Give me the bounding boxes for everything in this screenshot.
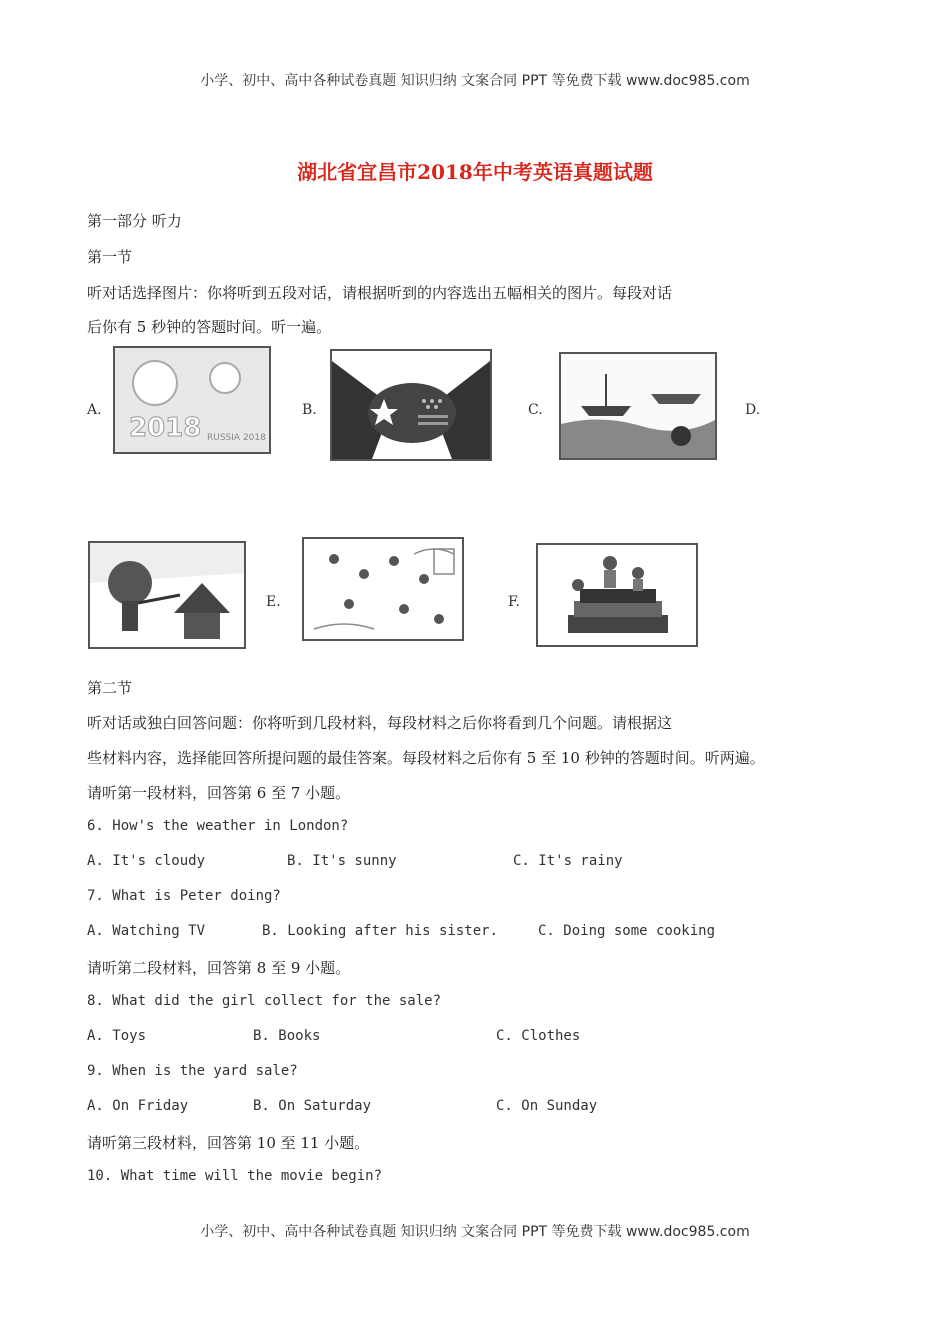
picture-label-d: D. (745, 402, 761, 418)
picture-label-b: B. (302, 402, 317, 418)
q8-option-c: C. Clothes (496, 1028, 581, 1044)
q6-option-a: A. It's cloudy (87, 853, 206, 869)
section2-instruction-1: 听对话或独白回答问题：你将听到几段材料，每段材料之后你将看到几个问题。请根据这 (87, 714, 673, 732)
question-8: 8. What did the girl collect for the sale? (87, 993, 442, 1009)
question-7: 7. What is Peter doing? (87, 888, 281, 904)
page-header: 小学、初中、高中各种试卷真题 知识归纳 文案合同 PPT 等免费下载 www.doc985.com (200, 73, 750, 89)
q9-option-c: C. On Sunday (496, 1098, 598, 1114)
section2-instruction-2: 些材料内容，选择能回答所提问题的最佳答案。每段材料之后你有 5 至 10 秒钟的答题时间。听两遍。 (87, 749, 765, 767)
section1-instruction-2: 后你有 5 秒钟的答题时间。听一遍。 (87, 318, 332, 336)
page-title: 湖北省宜昌市2018年中考英语真题试题 (297, 160, 653, 184)
q9-option-a: A. On Friday (87, 1098, 189, 1114)
picture-label-e: E. (266, 594, 281, 610)
picture-a-year: 2018 (129, 413, 202, 443)
q8-option-a: A. Toys (87, 1028, 147, 1044)
picture-label-a: A. (87, 402, 102, 418)
q9-option-b: B. On Saturday (253, 1098, 372, 1114)
q8-option-b: B. Books (253, 1028, 321, 1044)
q7-option-c: C. Doing some cooking (538, 923, 716, 939)
picture-d-running (88, 541, 246, 649)
picture-label-f: F. (508, 594, 520, 610)
section2-heading: 第二节 (87, 679, 133, 697)
question-6: 6. How's the weather in London? (87, 818, 349, 834)
material-3-instruction: 请听第三段材料，回答第 10 至 11 小题。 (87, 1134, 370, 1152)
q7-option-a: A. Watching TV (87, 923, 206, 939)
page-footer: 小学、初中、高中各种试卷真题 知识归纳 文案合同 PPT 等免费下载 www.doc985.com (200, 1224, 750, 1240)
question-10: 10. What time will the movie begin? (87, 1168, 383, 1184)
q6-option-b: B. It's sunny (287, 853, 397, 869)
question-9: 9. When is the yard sale? (87, 1063, 298, 1079)
picture-b-handshake-flags (330, 349, 492, 461)
picture-label-c: C. (528, 402, 543, 418)
part-heading: 第一部分 听力 (87, 212, 182, 230)
section1-heading: 第一节 (87, 248, 133, 266)
q7-option-b: B. Looking after his sister. (262, 923, 499, 939)
picture-e-playground (302, 537, 464, 641)
picture-c-boats (559, 352, 717, 460)
material-1-instruction: 请听第一段材料，回答第 6 至 7 小题。 (87, 784, 351, 802)
picture-f-books (536, 543, 698, 647)
material-2-instruction: 请听第二段材料，回答第 8 至 9 小题。 (87, 959, 351, 977)
picture-a-caption: RUSSIA 2018 (207, 433, 266, 443)
section1-instruction-1: 听对话选择图片：你将听到五段对话，请根据听到的内容选出五幅相关的图片。每段对话 (87, 284, 673, 302)
picture-a-world-cup (113, 346, 271, 454)
q6-option-c: C. It's rainy (513, 853, 623, 869)
